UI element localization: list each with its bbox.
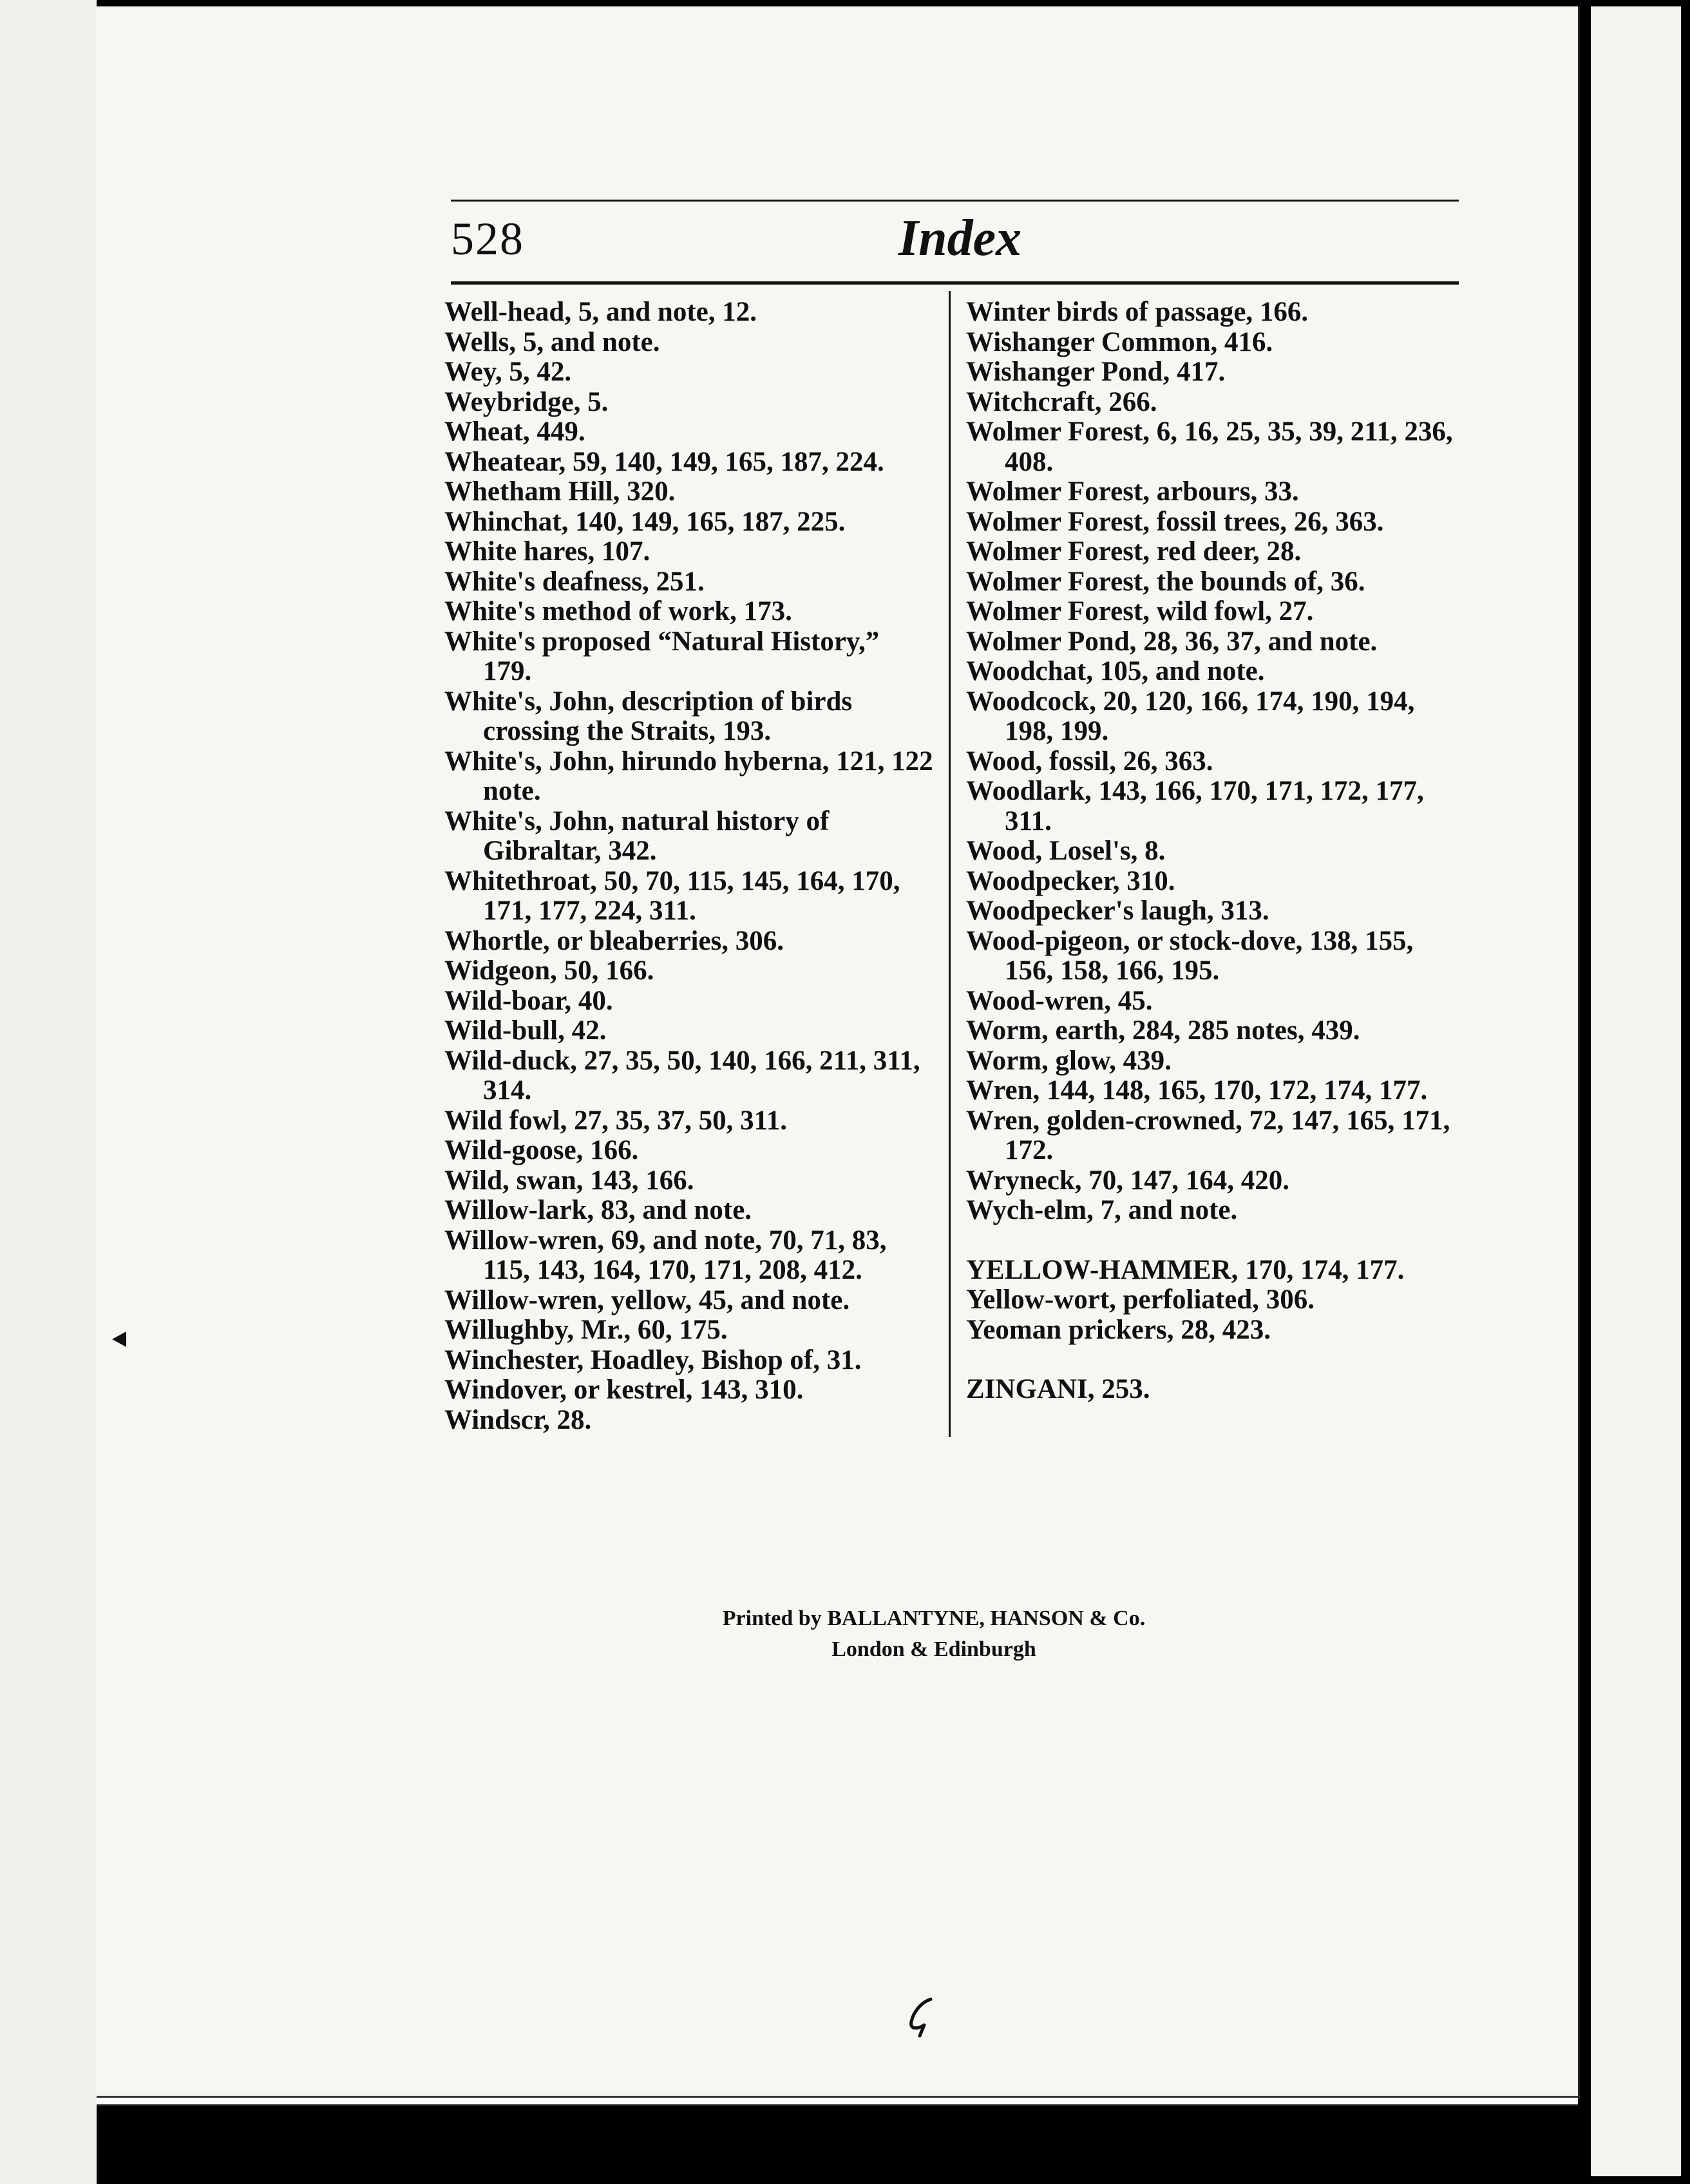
index-entry: Woodlark, 143, 166, 170, 171, 172, 177, 311. xyxy=(966,776,1424,836)
index-entry: Woodpecker's laugh, 313. xyxy=(966,896,1269,926)
index-entry: Wood-pigeon, or stock-dove, 138, 155, 156, 158, 166, 195. xyxy=(966,925,1414,986)
index-entry: Wheat, 449. xyxy=(444,417,585,447)
index-entry: Woodcock, 20, 120, 166, 174, 190, 194, 198, 199. xyxy=(966,686,1415,746)
index-column-left xyxy=(444,297,934,1435)
index-entry: Woodpecker, 310. xyxy=(966,865,1175,896)
index-entry: Whortle, or bleaberries, 306. xyxy=(444,925,784,956)
index-entry: Witchcraft, 266. xyxy=(966,386,1157,417)
index-entry: Wryneck, 70, 147, 164, 420. xyxy=(966,1165,1290,1196)
index-entry: Wheatear, 59, 140, 149, 165, 187, 224. xyxy=(444,446,884,477)
index-entry: Wishanger Pond, 417. xyxy=(966,357,1226,387)
handwritten-mark-icon xyxy=(895,1990,947,2041)
index-entry: Wild fowl, 27, 35, 37, 50, 311. xyxy=(444,1105,787,1136)
index-column-right xyxy=(966,297,1462,1405)
index-entry: Wood-wren, 45. xyxy=(966,985,1153,1016)
index-entry: Wishanger Common, 416. xyxy=(966,326,1273,357)
header-top-rule xyxy=(451,200,1459,202)
margin-pointer-icon xyxy=(109,1326,129,1352)
index-entry: Wolmer Forest, red deer, 28. xyxy=(966,536,1302,567)
index-entry: Wild-duck, 27, 35, 50, 140, 166, 211, 311, 314. xyxy=(444,1045,920,1106)
index-entry: Wood, Losel's, 8. xyxy=(966,836,1166,866)
index-entry: White's method of work, 173. xyxy=(444,596,792,626)
index-entry: Weybridge, 5. xyxy=(444,386,609,417)
index-entry: Willow-wren, yellow, 45, and note. xyxy=(444,1285,850,1315)
index-entry: Windscr, 28. xyxy=(444,1404,592,1435)
index-entry: White's deafness, 251. xyxy=(444,566,705,597)
index-entry: Yellow-wort, perfoliated, 306. xyxy=(966,1285,1315,1315)
column-divider xyxy=(949,291,951,1437)
index-entry: White's, John, hirundo hyberna, 121, 122 note. xyxy=(444,746,933,806)
index-entry: Widgeon, 50, 166. xyxy=(444,956,654,986)
index-entry: Woodchat, 105, and note. xyxy=(966,656,1265,686)
index-entry: Wolmer Forest, arbours, 33. xyxy=(966,476,1299,507)
index-entry: Whetham Hill, 320. xyxy=(444,476,676,507)
facing-page-edge xyxy=(1591,6,1681,2176)
index-entry: Wolmer Pond, 28, 36, 37, and note. xyxy=(966,626,1378,657)
index-entry: White's proposed “Natural History,” 179. xyxy=(444,626,880,686)
index-entry: White's, John, description of birds crossing the Straits, 193. xyxy=(444,686,853,746)
index-entry: YELLOW-HAMMER, 170, 174, 177. xyxy=(966,1254,1405,1285)
index-entry: Well-head, 5, and note, 12. xyxy=(444,297,757,327)
index-entry: Wren, golden-crowned, 72, 147, 165, 171, 172. xyxy=(966,1105,1450,1165)
index-entry: Windover, or kestrel, 143, 310. xyxy=(444,1375,804,1405)
index-entry: Willow-lark, 83, and note. xyxy=(444,1195,752,1225)
index-entry: Wild-boar, 40. xyxy=(444,985,613,1016)
printer-colophon xyxy=(644,1603,1224,1665)
page-bottom-border xyxy=(97,2096,1578,2105)
scan-left-margin xyxy=(0,0,97,2184)
index-entry: Wren, 144, 148, 165, 170, 172, 174, 177. xyxy=(966,1075,1428,1106)
index-entry: Wolmer Forest, the bounds of, 36. xyxy=(966,566,1365,597)
index-entry: Wood, fossil, 26, 363. xyxy=(966,746,1213,777)
index-entry: Whinchat, 140, 149, 165, 187, 225. xyxy=(444,506,846,537)
index-entry: Wych-elm, 7, and note. xyxy=(966,1195,1238,1225)
index-entry: Whitethroat, 50, 70, 115, 145, 164, 170, 171, 177, 224, 311. xyxy=(444,865,900,926)
colophon-printer-line: Printed by BALLANTYNE, HANSON & Co. xyxy=(722,1606,1146,1630)
index-entry: Winter birds of passage, 166. xyxy=(966,297,1309,327)
index-entry: Worm, earth, 284, 285 notes, 439. xyxy=(966,1015,1360,1046)
index-entry: Wolmer Forest, 6, 16, 25, 35, 39, 211, 236, 408. xyxy=(966,417,1453,477)
index-entry: Worm, glow, 439. xyxy=(966,1045,1172,1076)
index-section-gap xyxy=(966,1345,1462,1375)
index-entry: Wells, 5, and note. xyxy=(444,326,660,357)
index-entry: Wolmer Forest, wild fowl, 27. xyxy=(966,596,1314,626)
index-entry: White hares, 107. xyxy=(444,536,650,567)
index-entry: Wild-bull, 42. xyxy=(444,1015,607,1046)
index-entry: Wild, swan, 143, 166. xyxy=(444,1165,694,1196)
header-bottom-rule xyxy=(451,281,1459,285)
index-entry: ZINGANI, 253. xyxy=(966,1374,1150,1404)
page-number: 528 xyxy=(451,213,524,265)
index-entry: Yeoman prickers, 28, 423. xyxy=(966,1314,1271,1345)
index-entry: Willow-wren, 69, and note, 70, 71, 83, 115, 143, 164, 170, 171, 208, 412. xyxy=(444,1225,887,1285)
index-entry: White's, John, natural history of Gibraltar, 342. xyxy=(444,805,830,866)
index-entry: Willughby, Mr., 60, 175. xyxy=(444,1315,728,1345)
running-head: Index xyxy=(898,210,1022,267)
index-entry: Wild-goose, 166. xyxy=(444,1135,639,1165)
index-entry: Winchester, Hoadley, Bishop of, 31. xyxy=(444,1344,862,1375)
index-entry: Wolmer Forest, fossil trees, 26, 363. xyxy=(966,506,1384,537)
index-entry: Wey, 5, 42. xyxy=(444,357,572,387)
index-section-gap xyxy=(966,1226,1462,1256)
colophon-place-line: London & Edinburgh xyxy=(831,1637,1036,1661)
